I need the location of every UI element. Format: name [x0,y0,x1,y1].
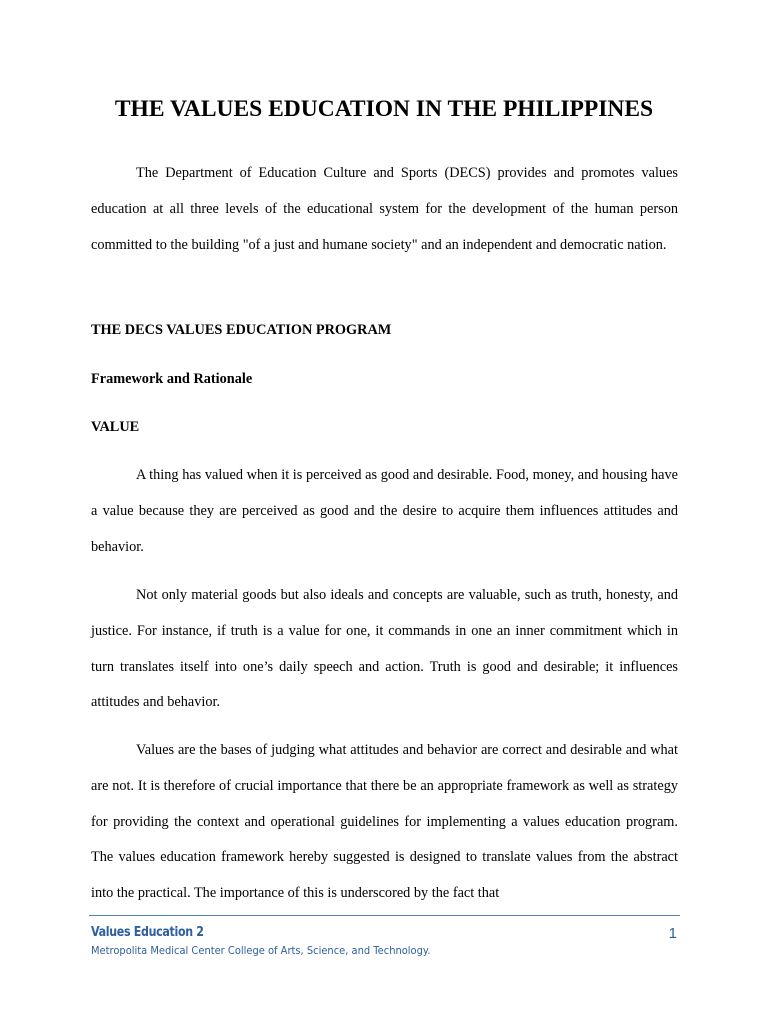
footer-course-title: Values Education 2 [91,924,204,940]
value-paragraph-3: Values are the bases of judging what attitudes and behavior are correct and desirable and what are not. It is therefore of crucial importance that there be an appropriate framework as well as strategy for providing the context and operational guidelines for implementing a values education program. The values education framework hereby suggested is designed to translate values from the abstract into the practical. The importance of this is underscored by the fact that [91,742,678,902]
section-heading-program: THE DECS VALUES EDUCATION PROGRAM [91,322,392,338]
value-paragraph-2: Not only material goods but also ideals and concepts are valuable, such as truth, honesty, and justice. For instance, if truth is a value for one, it commands in one an inner commitment which in turn translates itself into one’s daily speech and action. Truth is good and desirable; it influences attitudes and behavior. [91,587,678,711]
value-paragraph-1: A thing has valued when it is perceived as good and desirable. Food, money, and housing have a value because they are perceived as good and the desire to acquire them influences attitudes and behavior. [91,467,678,555]
intro-paragraph: The Department of Education Culture and Sports (DECS) provides and promotes values education at all three levels of the educational system for the development of the human person committed to the building "of a just and humane society" and an independent and democratic nation. [91,165,678,253]
footer-page-number: 1 [668,925,677,942]
section-heading-framework: Framework and Rationale [91,371,253,387]
footer-divider [89,915,680,916]
footer-institution: Metropolita Medical Center College of Arts, Science, and Technology. [91,944,431,957]
section-heading-value: VALUE [91,419,140,435]
document-title: THE VALUES EDUCATION IN THE PHILIPPINES [114,96,654,122]
